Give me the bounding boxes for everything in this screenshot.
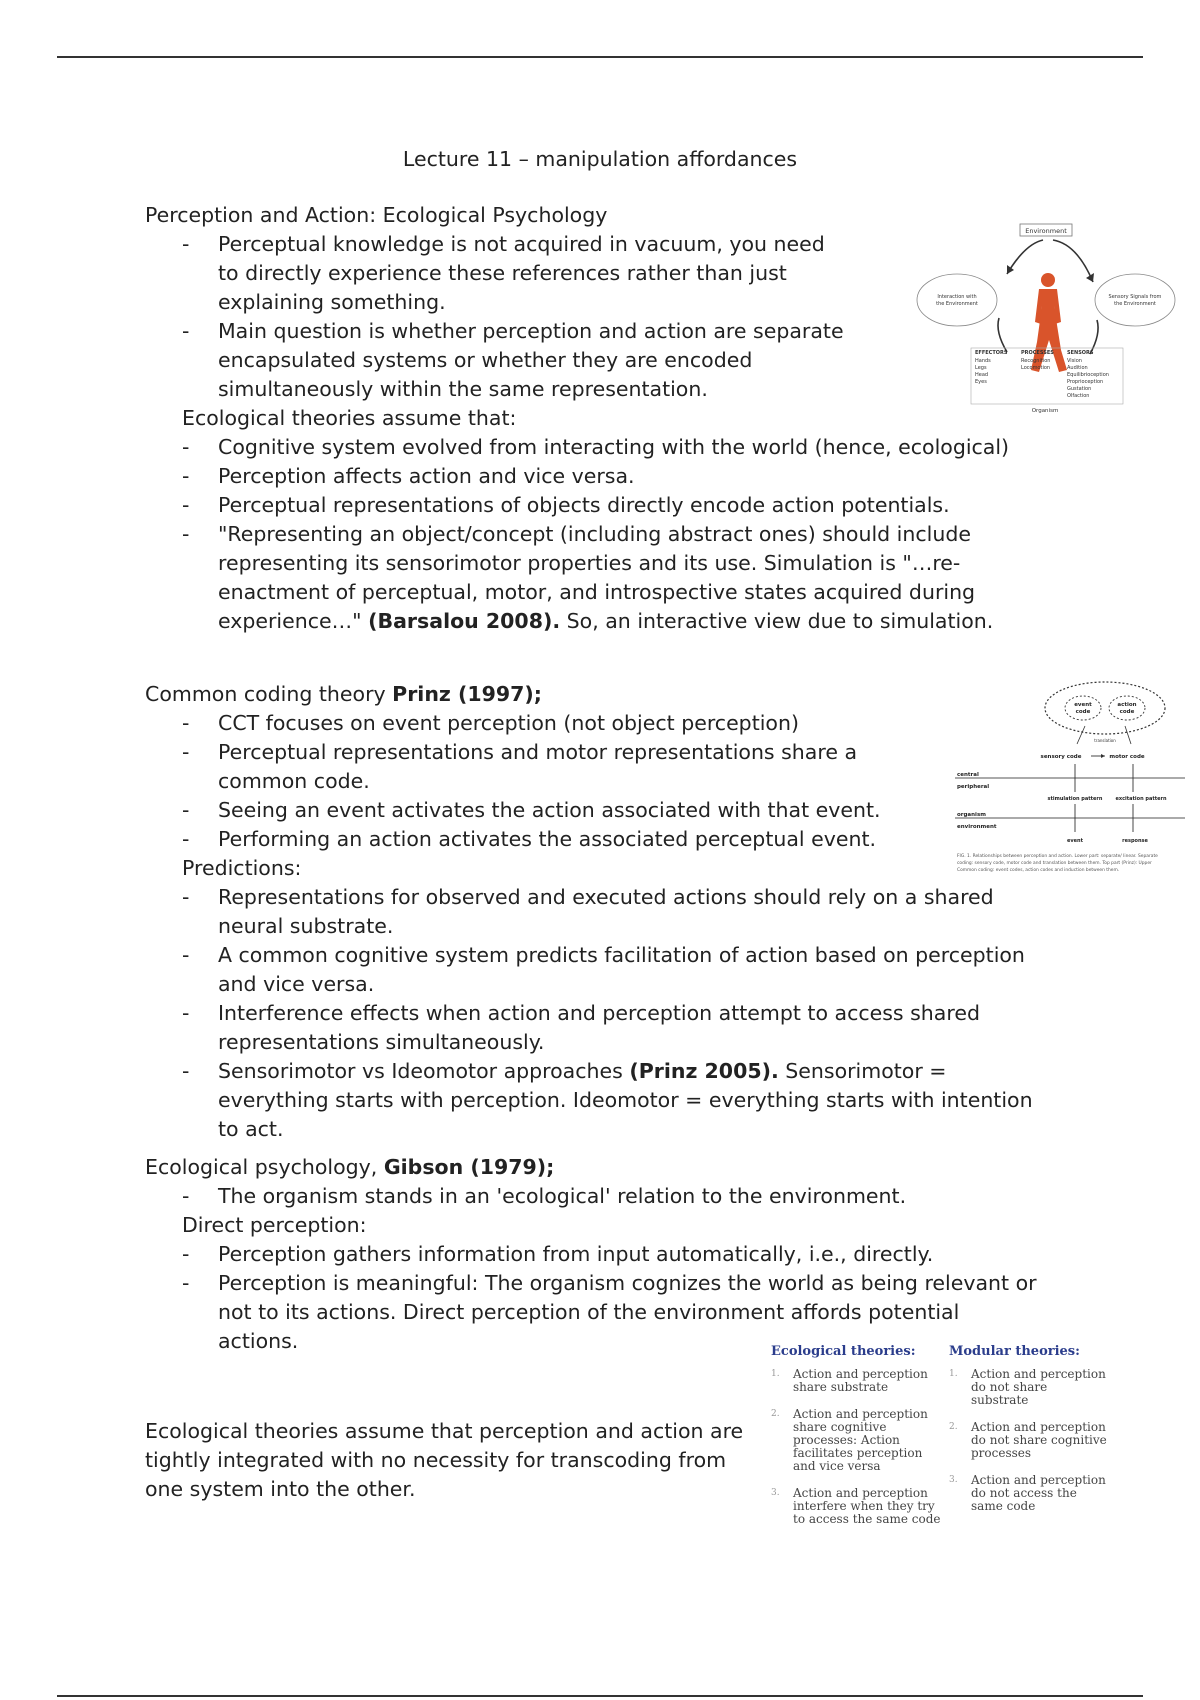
svg-text:EFFECTORS: EFFECTORS: [975, 350, 1008, 356]
figure-caption-line: FIG. 1. Relationships between perception and action. Lower part: separate/ linear. Separate: [957, 854, 1158, 859]
heading-text: Common coding theory: [145, 682, 386, 706]
list-item: - Perception affects action and vice versa.: [145, 462, 1045, 491]
svg-text:Recognition: Recognition: [1021, 358, 1051, 364]
sub-heading: Ecological theories assume that:: [182, 406, 517, 430]
row-number: 3.: [949, 1475, 958, 1485]
row-line: processes: Action: [793, 1433, 900, 1447]
list-item: - Representations for observed and executed actions should rely on a shared neural substrate.: [145, 883, 1045, 941]
sensory-code-label: sensory code: [1040, 754, 1082, 760]
item-text: Sensorimotor vs Ideomotor approaches: [218, 1059, 623, 1083]
row-number: 1.: [949, 1369, 958, 1379]
row-line: facilitates perception: [793, 1446, 923, 1460]
svg-text:Eyes: Eyes: [975, 379, 987, 385]
row-number: 1.: [771, 1369, 780, 1379]
list-item: - Interference effects when action and perception attempt to access shared representations simultaneously.: [145, 999, 1045, 1057]
row-line: do not share: [971, 1380, 1048, 1394]
quote-tail: So, an interactive view due to simulation.: [566, 609, 994, 633]
svg-text:SENSORS: SENSORS: [1067, 350, 1094, 356]
bullet-list: [145, 230, 845, 404]
action-code-label: code: [1119, 709, 1135, 715]
environment-label: Environment: [1025, 227, 1067, 235]
row-line: interfere when they try: [793, 1499, 935, 1513]
loop-arrow-bottom-right: [1090, 320, 1098, 354]
row-line: to access the same code: [793, 1512, 941, 1526]
svg-text:PROCESSES: PROCESSES: [1021, 350, 1054, 356]
row-line: share substrate: [793, 1380, 889, 1394]
ecological-column: [771, 1344, 951, 1540]
list-item: - Perceptual representations of objects directly encode action potentials.: [145, 491, 1045, 520]
list-item: - Main question is whether perception and action are separate encapsulated systems or whether they are encoded simultaneously within the same representation.: [145, 317, 845, 404]
row-line: Action and perception: [971, 1473, 1106, 1487]
section-heading: [145, 680, 1045, 709]
row-number: 2.: [949, 1422, 958, 1432]
bullet-list: [145, 1240, 1045, 1356]
level-label: central: [957, 772, 979, 778]
organism-label: Organism: [1031, 408, 1059, 414]
svg-text:Legs: Legs: [975, 365, 987, 371]
svg-text:Olfaction: Olfaction: [1067, 393, 1090, 399]
row-line: and vice versa: [793, 1459, 881, 1473]
level-label: environment: [957, 824, 997, 830]
figure-caption-line: Common coding: event codes, action codes and induction between them.: [957, 868, 1120, 873]
table-row: [949, 1421, 1129, 1460]
arrowhead-icon: [1007, 265, 1014, 274]
row-line: substrate: [971, 1393, 1029, 1407]
bullet-list: [145, 1182, 1045, 1211]
row-number: 2.: [771, 1409, 780, 1419]
arrowhead-icon: [1101, 754, 1105, 758]
table-row: [771, 1408, 951, 1473]
sub-heading: Direct perception:: [182, 1213, 367, 1237]
list-item: - Seeing an event activates the action associated with that event.: [145, 796, 945, 825]
item-text: Sensorimotor = everything starts with perception. Ideomotor = everything starts with intention to act.: [218, 1059, 1033, 1141]
list-item: - Performing an action activates the associated perceptual event.: [145, 825, 945, 854]
row-line: Action and perception: [793, 1407, 928, 1421]
row-line: Action and perception: [971, 1367, 1106, 1381]
bullet-list: [145, 709, 945, 854]
loop-arrow-bottom-left: [998, 318, 1007, 352]
row-line: Action and perception: [971, 1420, 1106, 1434]
table-row: [771, 1487, 951, 1526]
section-gibson: [145, 1153, 1045, 1356]
loop-arrow-right: [1053, 240, 1093, 282]
section-heading: [145, 1153, 1045, 1182]
list-item: - Cognitive system evolved from interacting with the world (hence, ecological): [145, 433, 1045, 462]
list-item: [145, 1057, 1045, 1144]
right-bubble: [1095, 274, 1175, 326]
section-heading: Perception and Action: Ecological Psychology: [145, 203, 608, 227]
column-header: Modular theories:: [949, 1344, 1080, 1359]
citation: Prinz (1997);: [392, 682, 542, 706]
quote-text: "Representing an object/concept (including abstract ones) should include representing its sensorimotor properties and its use. Simulation is "…re-enactment of perceptual, motor, and introspective states acquired during experience…": [218, 522, 976, 633]
svg-text:Vision: Vision: [1067, 358, 1082, 364]
row-line: share cognitive: [793, 1420, 887, 1434]
list-item: - Perception is meaningful: The organism cognizes the world as being relevant or not to its actions. Direct perception of the environment affords potential actions.: [145, 1269, 1045, 1356]
heading-text: Ecological psychology,: [145, 1155, 378, 1179]
event-code-label: code: [1075, 709, 1091, 715]
figure-organism-environment: [915, 222, 1177, 417]
sub-heading: Predictions:: [182, 856, 302, 880]
column-header: Ecological theories:: [771, 1344, 916, 1359]
event-code-ellipse: [1065, 696, 1101, 720]
row-number: 3.: [771, 1488, 780, 1498]
level-label: peripheral: [957, 784, 990, 790]
table-row: [771, 1368, 951, 1394]
row-line: processes: [971, 1446, 1032, 1460]
event-label: event: [1067, 838, 1083, 844]
stimulation-label: stimulation pattern: [1047, 796, 1103, 802]
row-line: Action and perception: [793, 1367, 928, 1381]
modular-column: [949, 1344, 1129, 1527]
citation: (Prinz 2005).: [629, 1059, 779, 1083]
row-line: do not share cognitive: [971, 1433, 1107, 1447]
action-code-ellipse: [1109, 696, 1145, 720]
left-bubble-line: the Environment: [936, 301, 978, 307]
left-bubble-line: Interaction with: [937, 294, 977, 300]
list-item: - Perceptual knowledge is not acquired in vacuum, you need to directly experience these references rather than just explaining something.: [145, 230, 845, 317]
motor-code-label: motor code: [1109, 754, 1145, 760]
figure-svg: [915, 222, 1177, 417]
table-row: [949, 1368, 1129, 1407]
connector-line: [1125, 726, 1131, 744]
row-line: Action and perception: [793, 1486, 928, 1500]
level-label: organism: [957, 812, 986, 818]
row-line: same code: [971, 1499, 1036, 1513]
section-ecological-psychology: [145, 201, 1045, 636]
svg-text:Audition: Audition: [1067, 365, 1088, 371]
left-bubble: [917, 274, 997, 326]
figure-caption-line: coding: sensory code, motor code and translation between them. Top part (Prinz): Upper: [957, 861, 1152, 866]
svg-text:Head: Head: [975, 372, 989, 378]
section-common-coding: [145, 680, 1045, 1144]
figure-common-coding: [955, 680, 1185, 880]
list-item: - Perception gathers information from input automatically, i.e., directly.: [145, 1240, 1045, 1269]
svg-text:Gustation: Gustation: [1067, 386, 1092, 392]
action-code-label: action: [1117, 702, 1137, 708]
svg-text:Equilibrioception: Equilibrioception: [1067, 372, 1109, 378]
response-label: response: [1122, 838, 1148, 844]
svg-text:Hands: Hands: [975, 358, 991, 364]
translation-label: translation: [1094, 738, 1116, 743]
excitation-label: excitation pattern: [1115, 796, 1167, 802]
list-item: - Perceptual representations and motor representations share a common code.: [145, 738, 945, 796]
svg-text:Proprioception: Proprioception: [1067, 379, 1104, 385]
list-item: - The organism stands in an 'ecological' relation to the environment.: [145, 1182, 1045, 1211]
page-title: Lecture 11 – manipulation affordances: [402, 147, 798, 171]
sensors-column: [1067, 350, 1109, 399]
bottom-rule: [57, 1695, 1143, 1697]
right-bubble-line: the Environment: [1114, 301, 1156, 307]
list-item: - CCT focuses on event perception (not object perception): [145, 709, 945, 738]
processes-column: [1021, 350, 1054, 371]
bullet-list: [145, 433, 1045, 636]
svg-text:Locomotion: Locomotion: [1021, 365, 1051, 371]
event-code-label: event: [1074, 702, 1092, 708]
bullet-list: [145, 883, 1045, 1144]
right-bubble-line: Sensory Signals from: [1108, 294, 1162, 300]
citation: Gibson (1979);: [383, 1155, 555, 1179]
figure-svg: [955, 680, 1185, 880]
connector-line: [1077, 726, 1085, 744]
citation: (Barsalou 2008).: [368, 609, 561, 633]
row-line: do not access the: [971, 1486, 1077, 1500]
list-item: - A common cognitive system predicts facilitation of action based on perception and vice versa.: [145, 941, 1045, 999]
theories-comparison-table: [765, 1344, 1145, 1544]
top-rule: [57, 56, 1143, 58]
list-item: [145, 520, 1045, 636]
common-code-ellipse: [1045, 682, 1165, 734]
summary-paragraph: Ecological theories assume that perception and action are tightly integrated with no necessity for transcoding from one system into the other.: [145, 1419, 744, 1501]
table-row: [949, 1474, 1129, 1513]
effectors-column: [975, 350, 1008, 385]
